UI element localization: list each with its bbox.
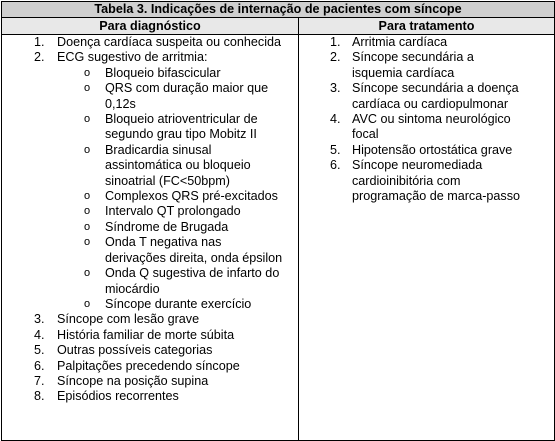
- sub-list: [57, 66, 298, 313]
- circle-bullet-icon: o: [84, 267, 91, 280]
- diagnostico-list: [2, 35, 298, 405]
- item-number: 1.: [330, 35, 341, 49]
- circle-bullet-icon: o: [84, 205, 91, 218]
- sub-list-item: [84, 296, 285, 312]
- circle-bullet-icon: o: [84, 143, 91, 156]
- column-header-tratamento: Para tratamento: [299, 18, 555, 35]
- circle-bullet-icon: o: [84, 236, 91, 249]
- item-text: Síncope neuromediada cardioinibitória com programação de marca-passo: [352, 158, 520, 204]
- item-text: Arritmia cardíaca: [352, 35, 448, 49]
- item-number: 4.: [34, 327, 45, 342]
- tratamento-item: [299, 81, 522, 112]
- circle-bullet-icon: o: [84, 66, 91, 79]
- sub-list-item: [84, 112, 285, 143]
- sub-list-item: [84, 204, 285, 219]
- diagnostico-item: [2, 343, 298, 358]
- item-text: História familiar de morte súbita: [57, 327, 235, 342]
- sub-item-text: Complexos QRS pré-excitados: [105, 189, 278, 204]
- diagnostico-item: [2, 328, 298, 343]
- item-number: 4.: [330, 112, 341, 127]
- item-number: 6.: [330, 158, 341, 173]
- item-text: Doença cardíaca suspeita ou conhecida: [57, 35, 282, 49]
- item-text: AVC ou sintoma neurológico focal: [352, 112, 511, 142]
- item-number: 6.: [34, 358, 45, 373]
- circle-bullet-icon: o: [84, 190, 91, 203]
- circle-bullet-icon: o: [84, 220, 91, 233]
- indications-table: [1, 1, 555, 441]
- sub-item-text: Bradicardia sinusal assintomática ou bloqueio sinoatrial (FC<50bpm): [105, 142, 251, 188]
- sub-item-text: Bloqueio bifascicular: [105, 65, 221, 80]
- item-text: Síncope secundária a isquemia cardíaca: [352, 50, 474, 80]
- item-number: 3.: [34, 312, 45, 327]
- sub-list-item: [84, 81, 285, 112]
- sub-item-text: Bloqueio atrioventricular de segundo grau tipo Mobitz II: [105, 112, 258, 142]
- diagnostico-item: [2, 312, 298, 327]
- item-text: Síncope na posição supina: [57, 373, 209, 388]
- tratamento-item: [299, 143, 522, 158]
- diagnostico-cell: [2, 35, 299, 441]
- tratamento-item: [299, 158, 522, 204]
- item-number: 2.: [330, 50, 341, 65]
- item-number: 5.: [34, 343, 45, 358]
- diagnostico-item: [2, 35, 298, 50]
- tratamento-cell: [299, 35, 555, 441]
- sub-item-text: Onda Q sugestiva de infarto do miocárdio: [105, 266, 280, 296]
- table-title: Tabela 3. Indicações de internação de pacientes com síncope: [2, 2, 555, 18]
- tratamento-item: [299, 50, 522, 81]
- circle-bullet-icon: o: [84, 82, 91, 95]
- item-number: 2.: [34, 50, 45, 65]
- item-text: Episódios recorrentes: [57, 389, 179, 404]
- sub-item-text: Síndrome de Brugada: [105, 219, 229, 234]
- diagnostico-item: [2, 50, 298, 312]
- sub-list-item: [84, 142, 285, 189]
- sub-list-item: [84, 65, 285, 81]
- sub-item-text: Onda T negativa nas derivações direita, onda épsilon: [105, 235, 283, 265]
- item-number: 1.: [34, 35, 45, 49]
- item-number: 5.: [330, 142, 341, 157]
- tratamento-item: [299, 35, 522, 50]
- sub-item-text: Síncope durante exercício: [105, 296, 252, 311]
- sub-list-item: [84, 266, 285, 297]
- sub-list-item: [84, 189, 285, 204]
- item-number: 7.: [34, 373, 45, 388]
- item-number: 8.: [34, 389, 45, 404]
- item-text: Palpitações precedendo síncope: [57, 358, 240, 373]
- diagnostico-item: [2, 389, 298, 404]
- diagnostico-item: [2, 374, 298, 389]
- sub-list-item: [84, 235, 285, 266]
- sub-list-item: [84, 219, 285, 235]
- item-text: Hipotensão ortostática grave: [352, 142, 513, 157]
- item-text: Síncope secundária a doença cardíaca ou cardiopulmonar: [352, 81, 519, 111]
- sub-item-text: QRS com duração maior que 0,12s: [105, 81, 269, 111]
- tratamento-list: [299, 35, 554, 204]
- circle-bullet-icon: o: [84, 297, 91, 310]
- sub-item-text: Intervalo QT prolongado: [105, 204, 241, 219]
- item-number: 3.: [330, 81, 341, 96]
- circle-bullet-icon: o: [84, 113, 91, 126]
- item-text: Síncope com lesão grave: [57, 312, 200, 327]
- diagnostico-item: [2, 359, 298, 374]
- tratamento-item: [299, 112, 522, 143]
- column-header-diagnostico: Para diagnóstico: [2, 18, 299, 35]
- item-text: ECG sugestivo de arritmia:: [57, 50, 208, 65]
- item-text: Outras possíveis categorias: [57, 343, 213, 358]
